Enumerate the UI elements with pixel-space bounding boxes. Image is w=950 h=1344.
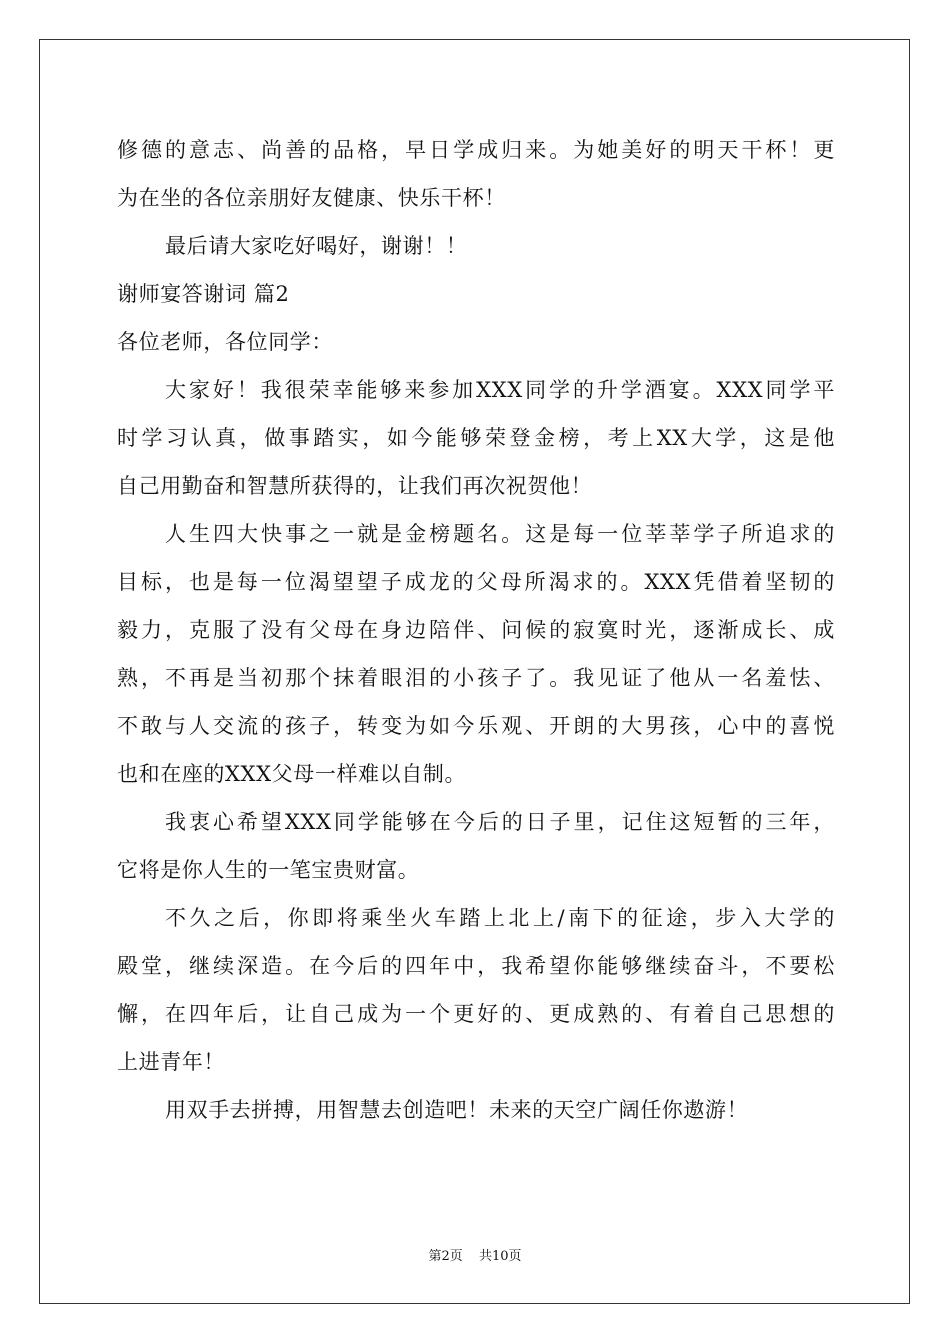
text-line: 各位老师，各位同学： xyxy=(117,330,333,354)
page-total: 共10页 xyxy=(478,1249,522,1264)
text-line: 目标，也是每一位渴望望子成龙的父母所渴求的。XXX凭借着坚韧的 xyxy=(117,570,835,594)
text-line: 时学习认真，做事踏实，如今能够荣登金榜，考上XX大学，这是他 xyxy=(117,426,835,450)
text-line: 它将是你人生的一笔宝贵财富。 xyxy=(117,858,420,882)
text-line: 不敢与人交流的孩子，转变为如今乐观、开朗的大男孩，心中的喜悦 xyxy=(117,714,835,738)
text-line: 不久之后，你即将乘坐火车踏上北上/南下的征途，步入大学的 xyxy=(165,906,835,930)
text-line: 上进青年！ xyxy=(117,1050,225,1074)
text-line: 修德的意志、尚善的品格，早日学成归来。为她美好的明天干杯！更 xyxy=(117,138,835,162)
text-line: 自己用勤奋和智慧所获得的，让我们再次祝贺他！ xyxy=(117,474,593,498)
text-line: 大家好！我很荣幸能够来参加XXX同学的升学酒宴。XXX同学平 xyxy=(165,378,835,402)
text-line: 谢师宴答谢词 篇2 xyxy=(117,282,290,306)
text-lines xyxy=(117,126,835,1134)
page-number: 第2页 xyxy=(428,1249,463,1264)
page-footer xyxy=(0,1245,950,1264)
text-line: 最后请大家吃好喝好，谢谢！！ xyxy=(165,234,468,258)
text-line: 我衷心希望XXX同学能够在今后的日子里，记住这短暂的三年， xyxy=(165,810,835,834)
text-line: 毅力，克服了没有父母在身边陪伴、问候的寂寞时光，逐渐成长、成 xyxy=(117,618,835,642)
text-line: 殿堂，继续深造。在今后的四年中，我希望你能够继续奋斗，不要松 xyxy=(117,954,835,978)
text-line: 也和在座的XXX父母一样难以自制。 xyxy=(117,762,467,786)
document-body xyxy=(117,126,835,1134)
text-line: 人生四大快事之一就是金榜题名。这是每一位莘莘学子所追求的 xyxy=(165,522,835,546)
text-line: 熟，不再是当初那个抹着眼泪的小孩子了。我见证了他从一名羞怯、 xyxy=(117,666,835,690)
text-line: 懈，在四年后，让自己成为一个更好的、更成熟的、有着自己思想的 xyxy=(117,1002,835,1026)
text-line: 用双手去拼搏，用智慧去创造吧！未来的天空广阔任你遨游！ xyxy=(165,1098,749,1122)
text-line: 为在坐的各位亲朋好友健康、快乐干杯！ xyxy=(117,186,506,210)
